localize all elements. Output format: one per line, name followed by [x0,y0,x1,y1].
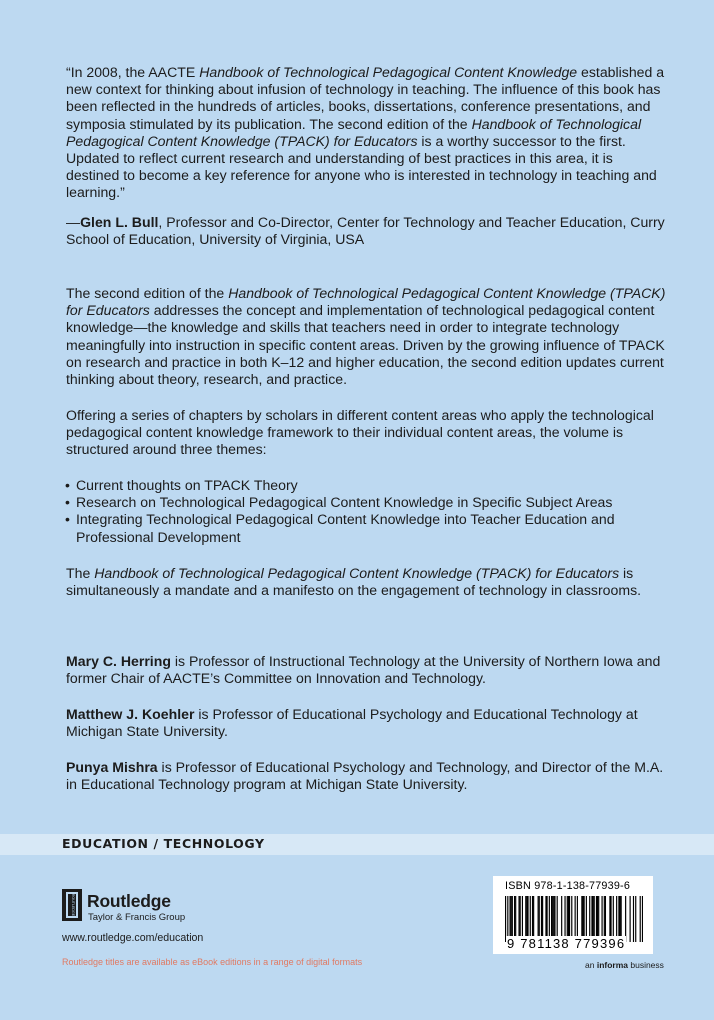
endorser-role: , Professor and Co-Director, Center for Technology and Teacher Education, Curry School of Education, University of Virginia, USA [66,214,665,248]
description-book-title: Handbook of Technological Pedagogical Content Knowledge (TPACK) for Educators [94,565,620,581]
barcode-bar [642,896,643,942]
publisher-url: www.routledge.com/education [62,932,204,944]
subject-category: EDUCATION / TECHNOLOGY [62,836,265,851]
ebook-note: Routledge titles are available as eBook editions in a range of digital formats [62,957,363,967]
author-bio-text: is Professor of Instructional Technology at the University of Northern Iowa and former Chair of AACTE’s Committee on Innovation and Technology. [66,653,661,687]
informa-suffix: business [628,960,664,970]
themes-list [62,477,666,546]
quote-book-title-2: Handbook of Technological Pedagogical Content Knowledge (TPACK) for Educators [66,115,642,149]
logo-text: ROUTLEDGE [71,893,75,917]
description-text: addresses the concept and implementation of technological pedagogical content knowledge—the knowledge and skills that teachers need in order to integrate technology meaningfully into instruction in specific content areas. Driven by the growing influence of TPACK on research and practice in both K–12 and higher education, the second edition updates current thinking about theory, research, and practice. [66,302,665,388]
theme-item: • Current thoughts on TPACK Theory [62,477,666,494]
informa-brand: informa [596,960,628,970]
publisher-group: Taylor & Francis Group [88,912,186,923]
barcode-bar [640,896,641,942]
informa-business-tag [585,960,664,970]
quote-text-3: is a worthy successor to the first. Updated to reflect current research and understanding of best practices in this area, it is destined to become a key reference for anyone who is interested in technology in teaching and learning.” [66,132,657,201]
routledge-logo-icon [62,889,82,921]
description-text: is simultaneously a mandate and a manifesto on the engagement of technology in classrooms. [66,565,642,599]
description-text: The second edition of the [66,285,229,301]
barcode-bar [630,896,631,942]
author-bio-mishra [66,759,666,793]
author-name: Punya Mishra [66,759,158,775]
author-bio-text: is Professor of Educational Psychology and Educational Technology at Michigan State University. [66,706,638,740]
author-name: Mary C. Herring [66,653,171,669]
endorsement-quote [66,64,666,202]
description-text: The [66,565,95,581]
author-bio-koehler [66,706,666,740]
barcode-bar [635,896,636,942]
description-book-title: Handbook of Technological Pedagogical Content Knowledge (TPACK) for Educators [66,285,666,319]
author-bio-herring [66,653,666,687]
barcode-number: 9 781138 779396 [507,936,626,951]
author-name: Matthew J. Koehler [66,706,195,722]
quote-book-title-1: Handbook of Technological Pedagogical Content Knowledge [199,64,578,80]
informa-prefix: an [585,960,597,970]
endorsement-attribution [66,214,666,248]
description-paragraph-1 [66,285,666,388]
publisher-name: Routledge [87,891,171,911]
theme-item: • Integrating Technological Pedagogical Content Knowledge into Teacher Education and Professional Development [62,511,666,545]
barcode-bar [633,896,634,942]
quote-text-2: established a new context for thinking about infusion of technology in teaching. The influence of this book has been reflected in the hundreds of articles, books, dissertations, conference presentations, and symposia stimulated by its publication. The second edition of the [66,64,665,132]
author-bio-text: is Professor of Educational Psychology and Technology, and Director of the M.A. in Educational Technology program at Michigan State University. [66,759,664,793]
isbn-label: ISBN 978-1-138-77939-6 [505,880,631,892]
endorser-name: Glen L. Bull [80,214,159,230]
quote-text-1: “In 2008, the AACTE [66,64,200,80]
description-paragraph-2: Offering a series of chapters by scholars in different content areas who apply the technological pedagogical content knowledge framework to their individual content areas, the volume is structured around three themes: [66,407,654,458]
attribution-dash: — [66,214,81,230]
description-paragraph-3 [66,565,666,599]
theme-item: • Research on Technological Pedagogical Content Knowledge in Specific Subject Areas [62,494,666,511]
